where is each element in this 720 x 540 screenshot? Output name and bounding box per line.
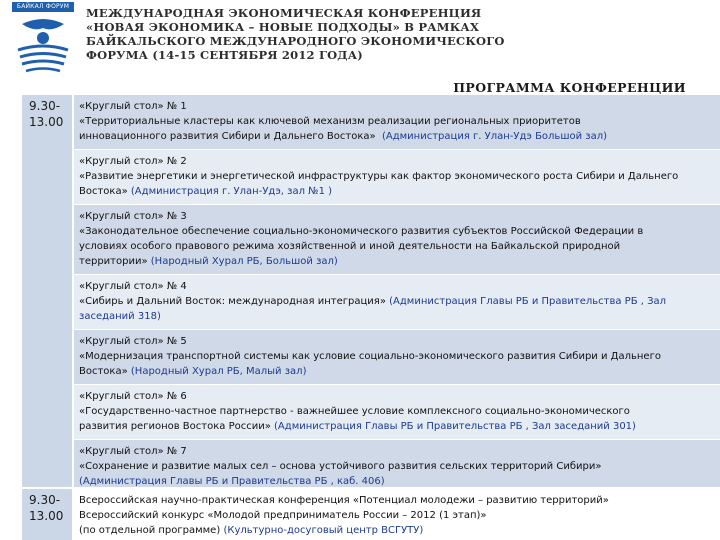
round-table-topic: «Государственно-частное партнерство - важнейшее условие комплексного социально-экономического [79, 406, 630, 417]
round-table-number: «Круглый стол» № 5 [79, 336, 187, 347]
round-table-7 [74, 440, 720, 487]
round-table-topic: Востока» [79, 186, 128, 197]
conference-title [86, 6, 506, 62]
round-table-topic: «Развитие энергетики и энергетической инфраструктуры как фактор экономического роста Сибири и Дальнего [79, 171, 679, 182]
round-table-venue: (Народный Хурал РБ, Малый зал) [130, 366, 307, 377]
round-table-venue: (Администрация Главы РБ и Правительства РБ , Зал [389, 296, 667, 307]
round-table-number: «Круглый стол» № 3 [79, 211, 187, 222]
round-table-topic: территории» [79, 256, 148, 267]
youth-venue: (Культурно-досуговый центр ВСГУТУ) [223, 525, 424, 536]
round-table-venue: (Администрация Главы РБ и Правительства РБ , Зал заседаний 301) [274, 421, 636, 432]
round-table-topic: «Сибирь и Дальний Восток: международная интеграция» [79, 296, 386, 307]
conference-title-line: БАЙКАЛЬСКОГО МЕЖДУНАРОДНОГО ЭКОНОМИЧЕСКОГО [86, 34, 505, 48]
round-table-number: «Круглый стол» № 2 [79, 156, 187, 167]
round-table-2 [74, 150, 720, 204]
round-table-5 [74, 330, 720, 384]
round-table-1 [74, 95, 720, 149]
round-table-topic: условиях особого правового режима хозяйственной и иной деятельности на Байкальской природной [79, 241, 621, 252]
separate-program-note: (по отдельной программе) [79, 525, 221, 536]
youth-contest-title: Всероссийский конкурс «Молодой предприниматель России – 2012 (1 этап)» [79, 510, 487, 521]
youth-conference-title: Всероссийская научно-практическая конференция «Потенциал молодежи – развитию территорий» [79, 495, 609, 506]
time-end: 13.00 [29, 115, 64, 129]
round-table-topic: «Модернизация транспортной системы как условие социально-экономического развития Сибири и Дальнего [79, 351, 661, 362]
round-table-topic: «Законодательное обеспечение социально-экономического развития субъектов Российской Федерации в [79, 226, 644, 237]
round-table-number: «Круглый стол» № 4 [79, 281, 187, 292]
baikal-emblem-icon [12, 12, 74, 78]
conference-title-line: «НОВАЯ ЭКОНОМИКА – НОВЫЕ ПОДХОДЫ» В РАМКАХ [86, 20, 480, 34]
round-table-3 [74, 205, 720, 274]
round-table-venue: (Администрация г. Улан-Удэ Большой зал) [381, 131, 608, 142]
logo-caption: БАЙКАЛ ФОРУМ [12, 2, 74, 12]
round-table-number: «Круглый стол» № 1 [79, 101, 187, 112]
time-start: 9.30- [29, 493, 61, 507]
schedule-table [22, 95, 720, 540]
round-table-number: «Круглый стол» № 7 [79, 446, 187, 457]
round-table-topic: «Сохранение и развитие малых сел – основа устойчивого развития сельских территорий Сибири» [79, 461, 602, 472]
program-title: ПРОГРАММА КОНФЕРЕНЦИИ [453, 80, 686, 95]
time-start: 9.30- [29, 99, 61, 113]
round-table-topic: инновационного развития Сибири и Дальнего Востока» [79, 131, 376, 142]
forum-logo [12, 2, 74, 78]
round-table-venue: (Администрация Главы РБ и Правительства РБ , каб. 406) [79, 476, 385, 487]
conference-title-line: МЕЖДУНАРОДНАЯ ЭКОНОМИЧЕСКАЯ КОНФЕРЕНЦИЯ [86, 6, 482, 20]
round-table-topic: «Территориальные кластеры как ключевой механизм реализации региональных приоритетов [79, 116, 581, 127]
round-table-venue: (Администрация г. Улан-Удэ, зал №1 ) [130, 186, 333, 197]
youth-conference [74, 489, 720, 540]
conference-title-line: ФОРУМА (14-15 СЕНТЯБРЯ 2012 ГОДА) [86, 48, 363, 62]
round-table-number: «Круглый стол» № 6 [79, 391, 187, 402]
time-cell-youth-conference [22, 489, 72, 540]
round-table-4 [74, 275, 720, 329]
round-table-6 [74, 385, 720, 439]
time-cell-round-tables [22, 95, 72, 487]
round-table-venue: (Народный Хурал РБ, Большой зал) [150, 256, 338, 267]
round-table-topic: Востока» [79, 366, 128, 377]
round-table-topic: развития регионов Востока России» [79, 421, 271, 432]
time-end: 13.00 [29, 509, 64, 523]
round-table-venue: заседаний 318) [79, 311, 161, 322]
